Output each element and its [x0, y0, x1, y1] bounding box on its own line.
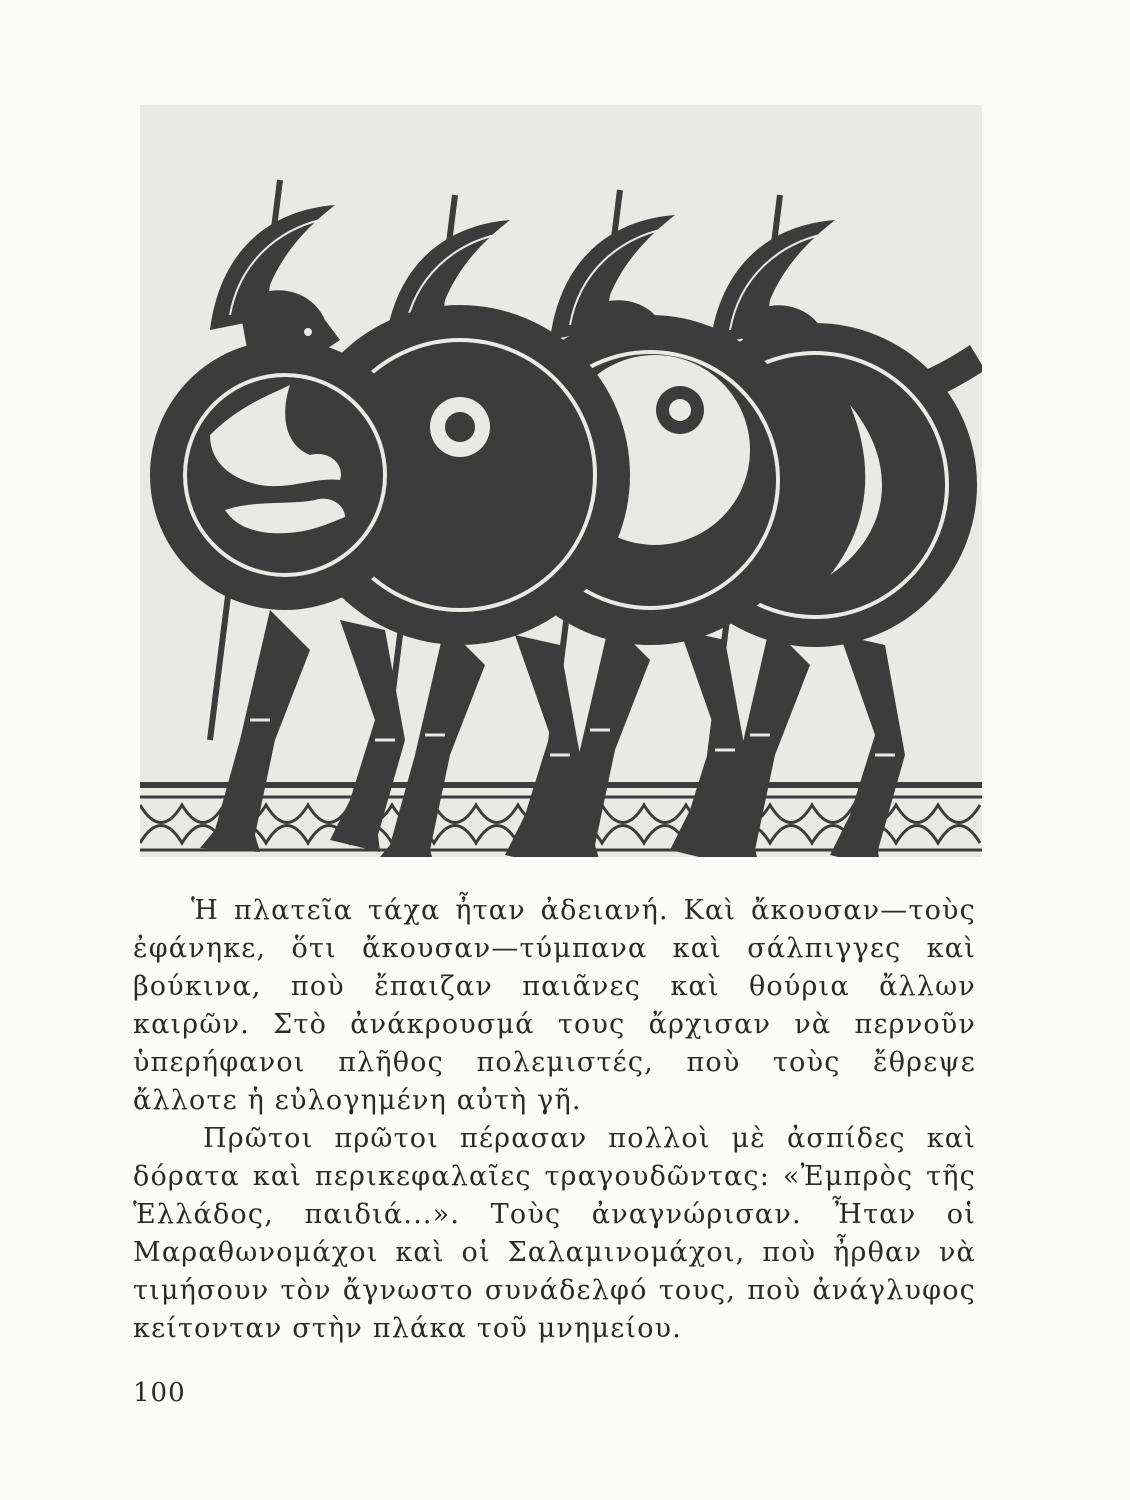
illustration-svg: [140, 105, 982, 857]
hoplite-vase-illustration: [140, 105, 982, 857]
body-text: [133, 892, 976, 1348]
paragraph-2: Πρῶτοι πρῶτοι πέρασαν πολλοὶ μὲ ἀσπίδες καὶ δόρατα καὶ περικεφαλαῖες τραγουδῶντας: «Ἐμπρὸς τῆς Ἑλλάδος, παιδιά...». Τοὺς ἀναγνώρισαν. Ἦταν οἱ Μαραθωνομάχοι καὶ οἱ Σαλαμινομάχοι, ποὺ ἦρθαν νὰ τιμήσουν τὸν ἄγνωστο συνάδελφό τους, ποὺ ἀνάγλυφος κείτονταν στὴν πλάκα τοῦ μνημείου.: [133, 1123, 976, 1344]
shield-birds: [150, 340, 420, 610]
paragraph-1: Ἡ πλατεῖα τάχα ἦταν ἀδειανή. Καὶ ἄκουσαν—τοὺς ἐφάνηκε, ὅτι ἄκουσαν—τύμπανα καὶ σάλπιγγες καὶ βούκινα, ποὺ ἔπαιζαν παιᾶνες καὶ θούρια ἄλλων καιρῶν. Στὸ ἀνάκρουσμά τους ἄρχισαν νὰ περνοῦν ὑπερήφανοι πλῆθος πολεμιστές, ποὺ τοὺς ἔθρεψε ἄλλοτε ἡ εὐλογημένη αὐτὴ γῆ.: [133, 895, 976, 1116]
page-number: 100: [133, 1378, 186, 1408]
